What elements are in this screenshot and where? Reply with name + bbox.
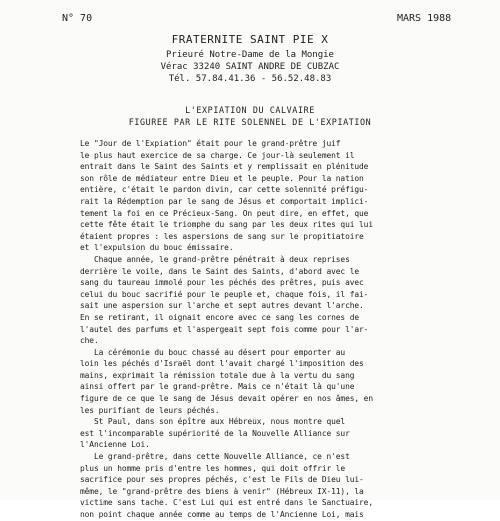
text-line: même, le "grand-prêtre des biens à venir" (Hébreux IX-11), la [80, 486, 364, 496]
text-line: figure de ce que le sang de Jésus devait opérer en nos âmes, en [80, 394, 373, 404]
text-line: loin les péchés d'Israël dont l'avait chargé l'imposition des [80, 359, 364, 369]
text-line: St Paul, dans son épître aux Hébreux, nous montre quel [80, 417, 346, 427]
text-line: Chaque année, le grand-prêtre pénétrait à deux reprises [80, 254, 350, 264]
publication-title: FRATERNITE SAINT PIE X [171, 33, 329, 46]
text-line: celui du bouc sacrifié pour le peuple et, chaque fois, il fai- [80, 289, 369, 299]
text-line: tement la foi en ce Précieux-Sang. On peut dire, en effet, que [80, 208, 369, 218]
text-line: rait la Rédemption par le sang de Jésus et comportait implici- [80, 196, 369, 206]
address-line-3: Tél. 57.84.41.36 - 56.52.48.83 [168, 74, 332, 84]
address-line-1: Prieuré Notre-Dame de la Mongie [166, 50, 334, 60]
text-line: mains, exprimait la rémission totale due à la vertu du sang [80, 370, 355, 380]
text-line: son rôle de médiateur entre Dieu et le peuple. Pour la nation [80, 173, 364, 183]
text-line: l'Ancienne Loi. [80, 440, 150, 450]
address-line-2: Vérac 33240 SAINT ANDRE DE CUBZAC [160, 62, 340, 72]
text-line: victime sans tache. C'est Lui qui est entré dans le Sanctuaire, [80, 498, 373, 508]
text-line: l'autel des parfums et l'aspergeait sept fois comme pour l'ar- [80, 324, 369, 334]
text-line: Le "Jour de l'Expiation" était pour le grand-prêtre juif [80, 139, 341, 148]
text-line: ainsi offert par le grand-prêtre. Mais ce n'était là qu'une [80, 382, 355, 392]
text-line: Le grand-prêtre, dans cette Nouvelle Alliance, ce n'est [80, 452, 350, 462]
text-line: est l'incomparable supériorité de la Nouvelle Alliance sur [80, 428, 350, 438]
article-heading-line-2: FIGUREE PAR LE RITE SOLENNEL DE L'EXPIATION [128, 117, 372, 127]
text-line: et l'expulsion du bouc émissaire. [80, 243, 234, 253]
text-line: La cérémonie du bouc chassé au désert pour emporter au [80, 347, 346, 357]
text-line: les purifiant de leurs péchés. [80, 405, 220, 415]
text-line: sacrifice pour ses propres péchés, c'est le Fils de Dieu lui- [80, 475, 364, 485]
text-line: En se retirant, il oignait encore avec ce sang les cornes de [80, 312, 360, 322]
issue-number: N° 70 [62, 13, 93, 24]
issue-date: MARS 1988 [397, 13, 452, 24]
text-line: sang du taureau immolé pour les péchés des prêtres, puis avec [80, 278, 364, 288]
text-line: cette fête était le triomphe du sang par les deux rites qui lui [80, 220, 373, 230]
text-line: sait une aspersion sur l'arche et sept autres devant l'arche. [80, 301, 364, 311]
text-line: entrait dans le Saint des Saints et y remplissait en plénitude [80, 162, 369, 172]
text-line: che. [80, 336, 99, 346]
text-line: entière, c'était le pardon divin, car cette solennité préfigu- [80, 185, 369, 195]
text-line: étaient propres : les aspersions de sang sur le propitiatoire [80, 231, 364, 241]
text-line: derrière le voile, dans le Saint des Saints, d'abord avec le [80, 266, 360, 276]
article-heading-line-1: L'EXPIATION DU CALVAIRE [185, 105, 315, 115]
text-line: plus un homme pris d'entre les hommes, qui doit offrir le [80, 463, 346, 473]
text-line: non point chaque année comme au temps de l'Ancienne Loi, mais [80, 510, 364, 519]
article-body [80, 138, 420, 521]
text-line: le plus haut exercice de sa charge. Ce jour-là seulement il [80, 150, 355, 160]
